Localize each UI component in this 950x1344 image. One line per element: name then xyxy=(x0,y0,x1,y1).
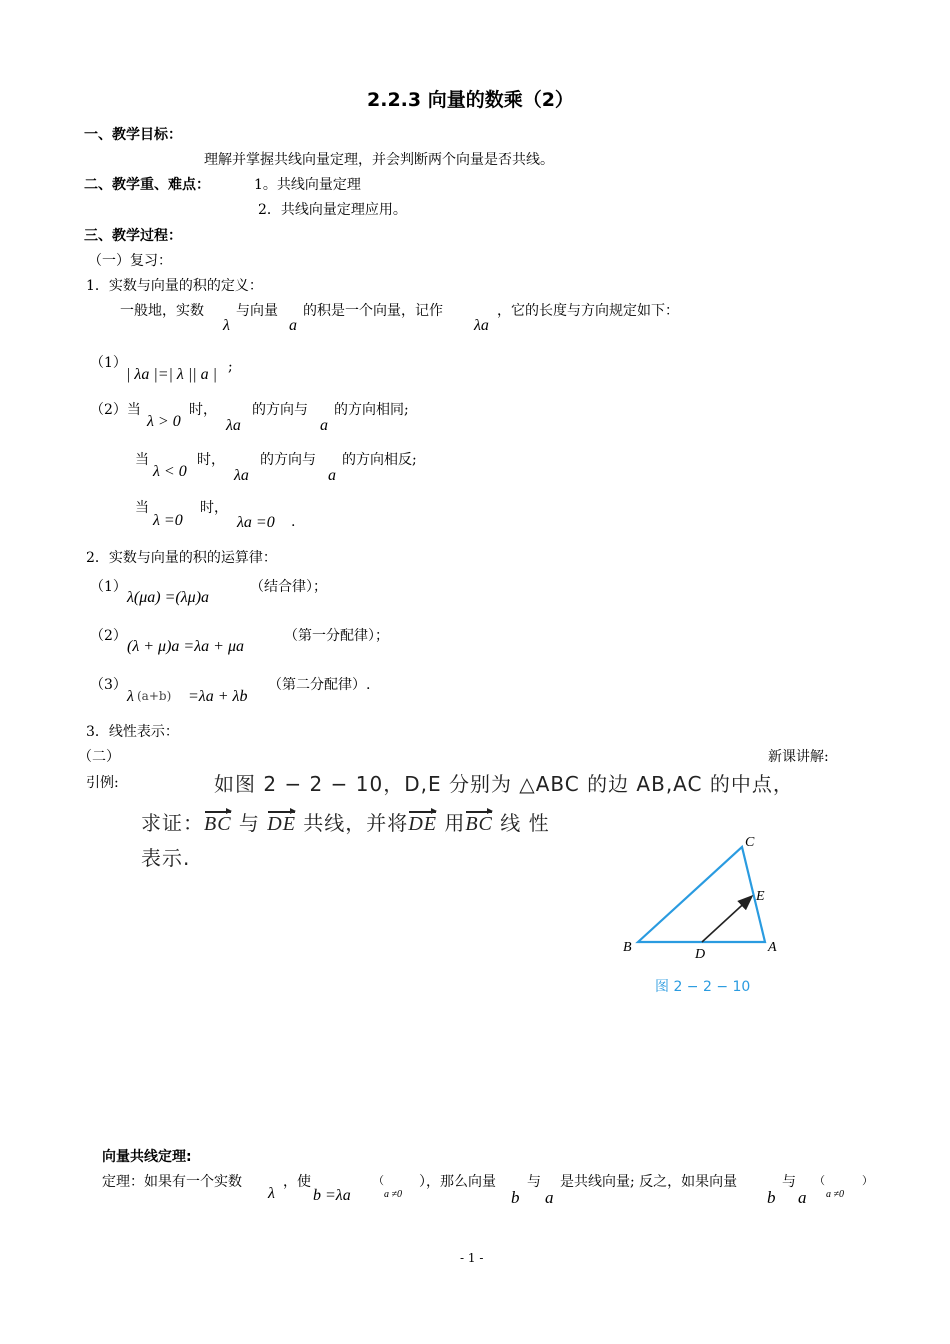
property-1-formula: | λa |=| λ || a | xyxy=(126,366,218,383)
part-2-label: （二） xyxy=(78,749,120,765)
theorem-lambda: λ xyxy=(268,1185,275,1202)
property-3-a: a xyxy=(328,467,336,484)
definition-text-4: ，它的长度与方向规定如下： xyxy=(497,303,679,319)
vector-de-arrow xyxy=(702,897,751,942)
example-and: 与 xyxy=(231,811,268,835)
vector-bc: BC xyxy=(204,813,232,835)
part-2-title: 新课讲解: xyxy=(768,749,829,765)
point-e-label: E xyxy=(756,889,765,904)
vector-de: DE xyxy=(267,813,296,835)
point-a-label: A xyxy=(768,940,777,955)
theorem-a-1: a xyxy=(545,1188,554,1207)
property-4-shi: 时， xyxy=(200,500,228,516)
definition-lambda: λ xyxy=(223,317,230,334)
point-c-label: C xyxy=(745,835,755,850)
figure-caption: 图 2 − 2 − 10 xyxy=(655,979,751,995)
law-1-number: （1） xyxy=(90,579,127,595)
goals-text: 理解并掌握共线向量定理，并会判断两个向量是否共线。 xyxy=(204,152,554,168)
review-heading: （一）复习： xyxy=(88,253,172,269)
law-1-formula: λ(μa) =(λμ)a xyxy=(127,589,210,606)
page-title: 2.2.3 向量的数乘（2） xyxy=(367,89,574,111)
law-3-rest: =λa + λb xyxy=(188,688,248,705)
theorem-b-2: b xyxy=(767,1188,776,1207)
theorem-heading: 向量共线定理: xyxy=(102,1149,192,1165)
property-3-condition: λ < 0 xyxy=(153,463,187,480)
property-4-condition: λ =0 xyxy=(153,512,183,529)
definition-lambda-a: λa xyxy=(474,317,489,334)
theorem-and-2: 与 xyxy=(782,1174,796,1190)
point-d-label: D xyxy=(695,947,706,962)
example-line-1: 如图 2 − 2 − 10，D,E 分别为 △ABC 的边 AB,AC 的中点， xyxy=(214,772,794,796)
law-3-lambda: λ xyxy=(127,688,134,705)
example-collinear: 共线，并将 xyxy=(295,811,409,835)
law-3-note: （第二分配律）. xyxy=(268,677,371,693)
vector-bc-2: BC xyxy=(465,813,493,835)
definition-text-2: 与向量 xyxy=(236,303,278,319)
law-2-number: （2） xyxy=(90,628,127,644)
theorem-condition-2: a ≠0 xyxy=(826,1189,844,1200)
section-heading-focus: 二、教学重、难点： xyxy=(84,177,210,193)
theorem-a-2: a xyxy=(798,1188,807,1207)
property-4-dang: 当 xyxy=(135,500,149,516)
page-number: - 1 - xyxy=(460,1251,484,1265)
property-2-text-2: 的方向相同; xyxy=(334,402,409,418)
definition-text-3: 的积是一个向量，记作 xyxy=(303,303,443,319)
focus-item-1: 1。共线向量定理 xyxy=(254,177,361,193)
theorem-cond2-open: （ xyxy=(814,1174,825,1187)
theorem-and-1: 与 xyxy=(527,1174,541,1190)
section-heading-goals: 一、教学目标： xyxy=(84,127,182,143)
property-2-lambda-a: λa xyxy=(226,417,241,434)
definition-a: a xyxy=(289,317,297,334)
property-2-condition: λ > 0 xyxy=(147,413,181,430)
theorem-cond-open: （ xyxy=(373,1174,384,1187)
example-use: 用 xyxy=(436,811,466,835)
property-3-shi: 时， xyxy=(197,452,225,468)
triangle-figure xyxy=(615,830,795,1000)
definition-text-1: 一般地，实数 xyxy=(120,303,204,319)
property-2-a: a xyxy=(320,417,328,434)
property-4-result: λa =0 xyxy=(237,514,275,531)
property-2-text-1: 的方向与 xyxy=(252,402,308,418)
point-b-label: B xyxy=(623,940,632,955)
example-linear: 线 性 xyxy=(492,811,550,835)
law-2-note: （第一分配律）； xyxy=(284,628,389,644)
theorem-cond2-close: ） xyxy=(862,1174,873,1187)
example-label: 引例: xyxy=(86,775,119,791)
law-3-ab: (a+b) xyxy=(137,689,172,703)
property-3-text-1: 的方向与 xyxy=(260,452,316,468)
linear-heading: 3．线性表示： xyxy=(86,724,179,740)
vector-de-2: DE xyxy=(408,813,437,835)
section-heading-process: 三、教学过程： xyxy=(84,228,182,244)
theorem-text-3: ），那么向量 xyxy=(419,1174,496,1190)
example-line-2 xyxy=(141,813,550,834)
theorem-formula: b =λa xyxy=(313,1187,351,1204)
theorem-condition: a ≠0 xyxy=(384,1189,402,1200)
law-2-formula: (λ + μ)a =λa + μa xyxy=(127,638,244,655)
theorem-text-4: 是共线向量; 反之，如果向量 xyxy=(560,1174,738,1190)
theorem-b-1: b xyxy=(511,1188,520,1207)
law-1-note: （结合律）； xyxy=(250,579,327,595)
example-prove: 求证： xyxy=(141,811,204,835)
law-3-number: （3） xyxy=(90,677,127,693)
definition-heading: 1．实数与向量的积的定义： xyxy=(86,278,263,294)
property-2-shi: 时， xyxy=(189,402,217,418)
property-1-number: （1） xyxy=(90,355,127,371)
property-3-text-2: 的方向相反; xyxy=(342,452,417,468)
property-3-dang: 当 xyxy=(135,452,149,468)
laws-heading: 2．实数与向量的积的运算律： xyxy=(86,550,277,566)
theorem-text-2: ，使 xyxy=(283,1174,311,1190)
property-1-end: ; xyxy=(228,359,233,375)
triangle-abc xyxy=(638,847,765,942)
property-3-lambda-a: λa xyxy=(234,467,249,484)
focus-item-2: 2．共线向量定理应用。 xyxy=(258,202,407,218)
theorem-text-1: 定理：如果有一个实数 xyxy=(102,1174,242,1190)
property-4-end: . xyxy=(291,514,296,530)
example-line-3: 表示. xyxy=(141,846,191,870)
property-2-lead: （2）当 xyxy=(90,402,141,418)
